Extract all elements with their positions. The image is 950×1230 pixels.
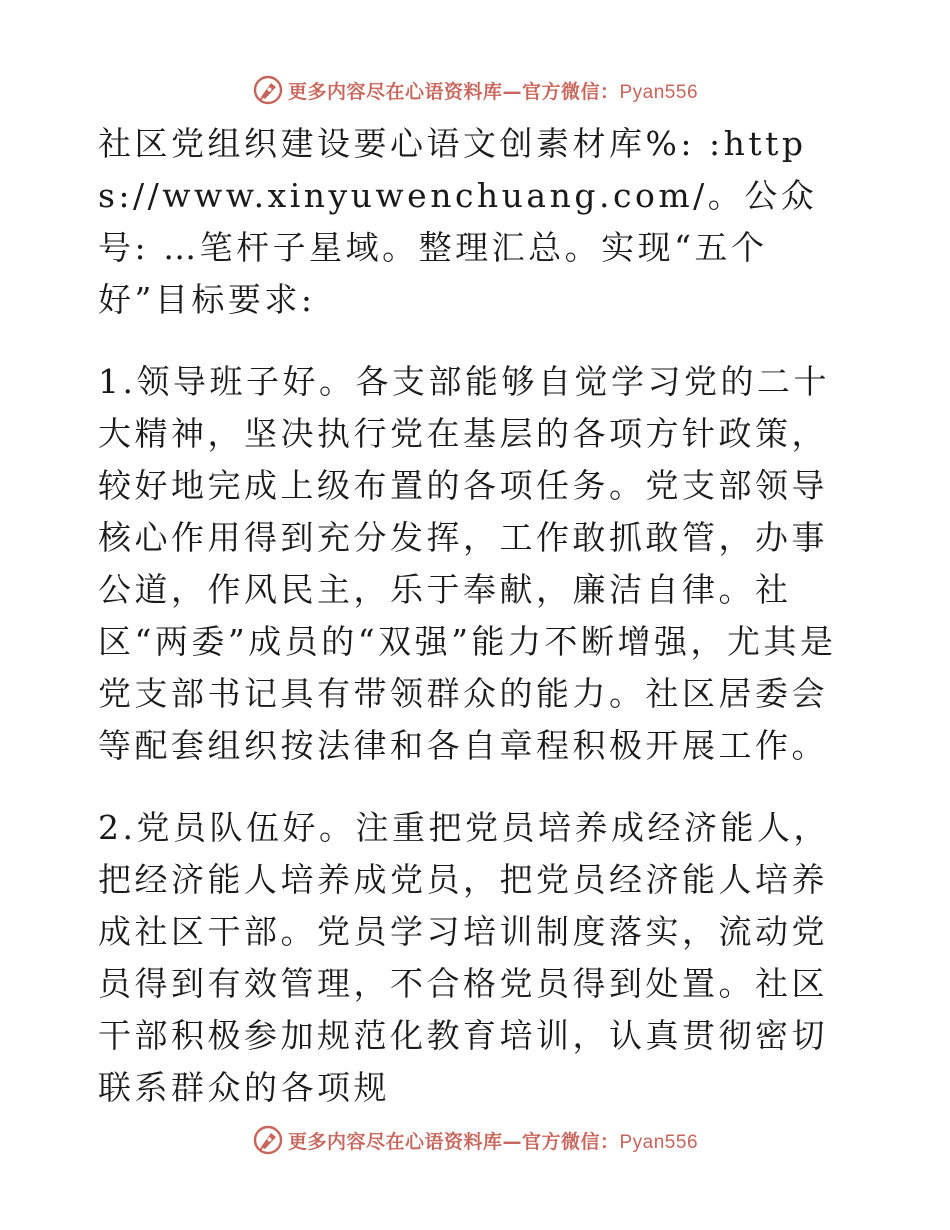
intro-paragraph: 社区党组织建设要心语文创素材库%: :https://www.xinyuwenchuang.com/。公众号: …笔杆子星域。整理汇总。实现“五个好”目标要求: [98, 124, 818, 319]
banner-account: Pyan556 [619, 1131, 699, 1153]
pen-nib-logo-icon [252, 74, 284, 106]
banner-prefix: 更多内容尽在心语资料库—官方微信： [287, 80, 620, 103]
header-watermark-banner [0, 68, 950, 112]
party-members-paragraph: 2.党员队伍好。注重把党员培养成经济能人，把经济能人培养成党员，把党员经济能人培养成社区干部。党员学习培训制度落实，流动党员得到有效管理，不合格党员得到处置。社区干部积极参加规范化教育培训，认真贯彻密切联系群众的各项规 [98, 808, 830, 1107]
footer-watermark-banner [0, 1118, 950, 1162]
banner-prefix: 更多内容尽在心语资料库—官方微信： [287, 1130, 620, 1153]
banner-text [288, 77, 698, 104]
document-body [98, 118, 850, 1144]
pen-nib-logo-icon [252, 1124, 284, 1156]
leadership-paragraph: 1.领导班子好。各支部能够自觉学习党的二十大精神，坚决执行党在基层的各项方针政策，较好地完成上级布置的各项任务。党支部领导核心作用得到充分发挥，工作敢抓敢管，办事公道，作风民主，乐于奉献，廉洁自律。社区“两委”成员的“双强”能力不断增强，尤其是党支部书记具有带领群众的能力。社区居委会等配套组织按法律和各自章程积极开展工作。 [98, 362, 837, 765]
banner-account: Pyan556 [619, 81, 699, 103]
banner-text [288, 1127, 698, 1154]
